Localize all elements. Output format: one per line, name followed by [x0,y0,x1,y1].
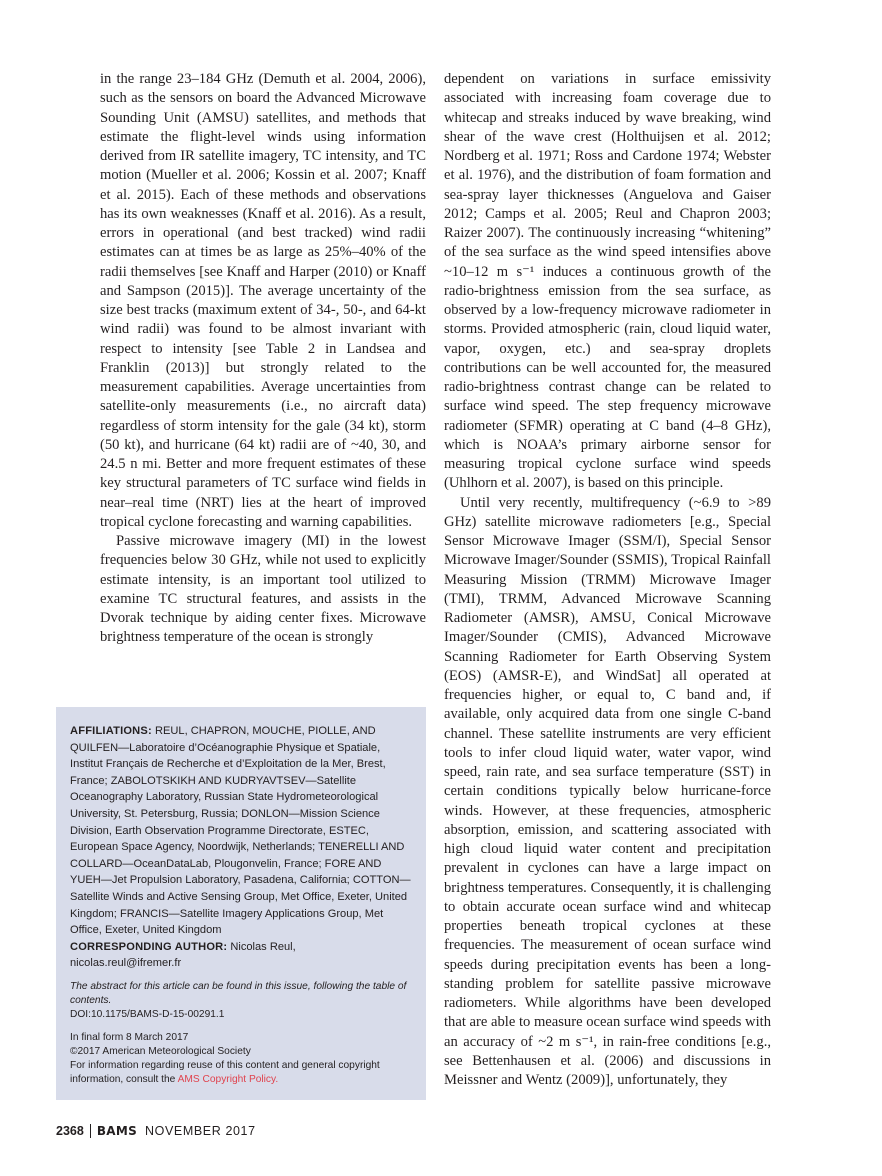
abstract-note: The abstract for this article can be found in this issue, following the table of contents. [70,980,407,1007]
affiliations-text [70,723,412,939]
paragraph: in the range 23–184 GHz (Demuth et al. 2004, 2006), such as the sensors on board the Advanced Microwave Sounding Unit (AMSU) satellites, and methods that estimate the flight-level winds using information derived from IR satellite imagery, TC intensity, and TC motion (Mueller et al. 2006; Kossin et al. 2007; Knaff et al. 2015). Each of these methods and observations has its own weaknesses (Knaff et al. 2016). As a result, errors in operational (and best tracked) wind radii estimates can at times be as large as 25%–40% of the radii themselves [see Knaff and Harper (2010) or Knaff and Sampson (2015)]. The average uncertainty of the size best tracks (maximum extent of 34-, 50-, and 64-kt wind radii) was found to be almost invariant with respect to intensity [see Table 2 in Landsea and Franklin (2013)] but strongly related to the measurement capabilities. Average uncertainties from satellite-only measurements (i.e., no aircraft data) regardless of storm intensity for the gale (34 kt), storm (50 kt), and hurricane (64 kt) radii are of ~40, 30, and 24.5 n mi. Better and more frequent estimates of these key structural parameters of TC surface wind fields in near–real time (NRT) lies at the heart of improved tropical cyclone forecasting and warning capabilities. [100,71,426,530]
doi: DOI:10.1175/BAMS-D-15-00291.1 [70,1009,225,1021]
page-number: 2368 [56,1124,84,1138]
affiliations-body: REUL, CHAPRON, MOUCHE, PIOLLE, AND QUILFEN—Laboratoire d’Océanographie Physique et Spatiale, Institut Français de Recherche et d’Exploitation de la Mer, Brest, France; ZABOLOTSKIKH AND KUDRYAVTSEV—Satellite Oceanography Laboratory, Russian State Hydrometeorological University, St. Petersburg, Russia; DONLON—Mission Science Division, Earth Observation Programme Directorate, ESTEC, European Space Agency, Noordwijk, Netherlands; TENERELLI AND COLLARD—OceanDataLab, Plougonvelin, France; FORE AND YUEH—Jet Propulsion Laboratory, Pasadena, California; COTTON—Satellite Winds and Active Sensing Group, Met Office, Exeter, United Kingdom; FRANCIS—Satellite Imagery Applications Group, Met Office, Exeter, United Kingdom [70,725,411,937]
affiliations-box [56,707,426,1100]
corresponding-author-label: CORRESPONDING AUTHOR: [70,940,228,953]
reuse-text: For information regarding reuse of this content and general copyright information, consult the [70,1059,380,1086]
affiliations-label: AFFILIATIONS: [70,725,152,737]
corresponding-author-name: Nicolas Reul, [230,940,296,953]
footer-divider [90,1124,91,1138]
final-form-date: In final form 8 March 2017 [70,1031,189,1043]
paragraph: Passive microwave imagery (MI) in the lowest frequencies below 30 GHz, while not used to explicitly estimate intensity, is an important tool utilized to examine TC structural features, and assists in the Dvorak technique by aiding center fixes. Microwave brightness temperature of the ocean is strongly [100,533,426,646]
copyright-line: ©2017 American Meteorological Society [70,1045,251,1057]
right-text-column [444,70,771,1090]
corresponding-author-email[interactable]: nicolas.reul@ifremer.fr [70,957,182,970]
paragraph: dependent on variations in surface emissivity associated with increasing foam coverage due to whitecap and streaks induced by wave breaking, wind shear of the wave crest (Holthuijsen et al. 2012; Nordberg et al. 1971; Ross and Cardone 1974; Webster et al. 1976), and the distribution of foam formation and sea-spray layer thicknesses (Anguelova and Gaiser 2012; Camps et al. 2005; Reul and Chapron 2003; Raizer 2007). The continuously increasing “whitening” of the sea surface as the wind speed intensifies above ~10–12 m s⁻¹ induces a continuous growth of the radio-brightness emission from the sea surface, as observed by a low-frequency microwave radiometer in storms. Provided atmospheric (rain, cloud liquid water, vapor, oxygen, etc.) and sea-spray droplets contributions can be well accounted for, the measured radio-brightness contrast change can be related to surface wind speed. The step frequency microwave radiometer (SFMR) operating at C band (4–8 GHz), which is NOAA’s primary airborne sensor for measuring tropical cyclone surface wind speeds (Uhlhorn et al. 2007), is based on this principle. [444,71,771,492]
reuse-info [70,1059,412,1087]
page-footer [56,1124,256,1138]
paragraph: Until very recently, multifrequency (~6.9 to >89 GHz) satellite microwave radiometers [e.g., Special Sensor Microwave Imager (SSM/I), Special Sensor Microwave Imager/Sounder (SSMIS), Tropical Rainfall Measuring Mission (TRMM) Microwave Imager (TMI), TRMM, Advanced Microwave Scanning Radiometer (AMSR), AMSU, Conical Microwave Imager/Sounder (CMIS), Advanced Microwave Scanning Radiometer for Earth Observing System (EOS) (AMSR-E), and WindSat] all operated at frequencies higher, or equal to, C band and, if available, only acquired data from one single C-band channel. These satellite instruments are very efficient tools to infer cloud liquid water, water vapor, wind speed, rain rate, and sea surface temperature (SST) in certain conditions typically below hurricane-force winds. However, at these frequencies, atmospheric absorption, emission, and scattering associated with high cloud liquid water content and precipitation prevalent in cyclones can have a large impact on brightness temperatures. Consequently, it is challenging to obtain accurate ocean surface wind and whitecap properties beneath tropical cyclones at these frequencies. The measurement of ocean surface wind speeds during precipitation events has been a long-standing problem for satellite passive microwave radiometers. While algorithms have been developed that are able to measure ocean surface wind speeds with an accuracy of ~2 m s⁻¹, in rain-free conditions [e.g., see Bettenhausen et al. (2006) and discussions in Meissner and Wentz (2009)], unfortunately, they [444,494,772,1088]
journal-name: BAMS [96,1124,138,1138]
corresponding-author [70,939,412,972]
issue-date: NOVEMBER 2017 [145,1124,256,1138]
copyright-policy-link[interactable]: AMS Copyright Policy. [177,1074,279,1086]
left-text-column [100,70,426,648]
